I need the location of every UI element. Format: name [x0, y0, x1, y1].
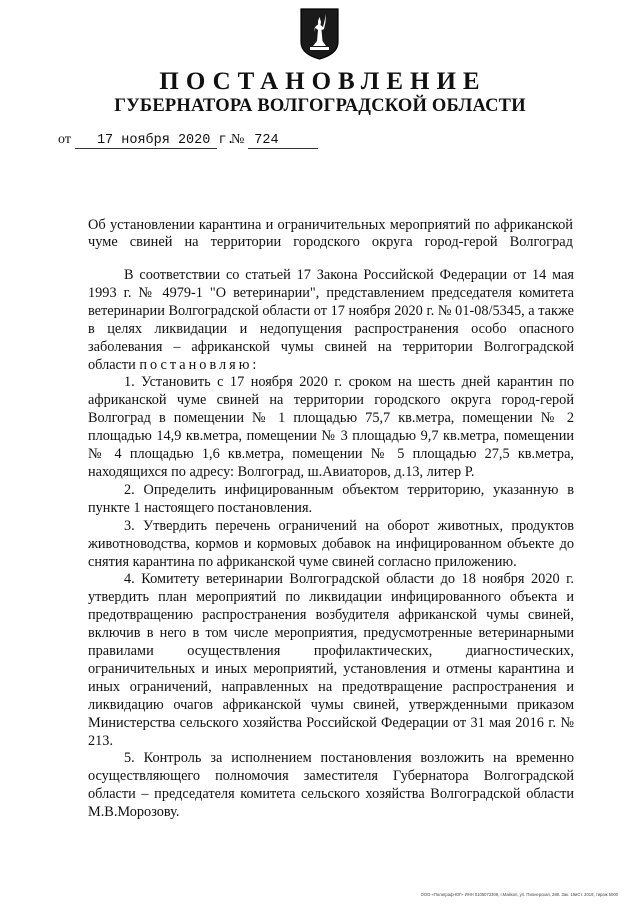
decree-item-4: 4. Комитету ветеринарии Волгоградской области до 18 ноября 2020 г. утвердить план мероприятий по ликвидации инфицированного объекта и предотвращению распространения возбудителя африканской чумы свиней, включив в него в том числе мероприятия, предусмотренные ветеринарными правилами осуществления профилактических, диагностических, ограничительных и иных мероприятий, установления и отмены карантина и иных ограничений, направленных на предотвращение распространения и ликвидацию очагов африканской чумы свиней, утвержденными приказом Министерства сельского хозяйства Российской Федерации от 31 мая 2016 г. № 213.: [88, 571, 574, 749]
document-body: [88, 267, 574, 822]
decree-item-5: 5. Контроль за исполнением постановления возложить на временно осуществляющего полномочия заместителя Губернатора Волгоградской области – председателя комитета сельского хозяйства Волгоградской области М.В.Морозову.: [88, 750, 574, 821]
subject-line-1: Об установлении карантина и ограничительных мероприятий по африканской: [88, 217, 573, 233]
document-title: ПОСТАНОВЛЕНИЕ: [159, 68, 487, 95]
number-label: №: [230, 132, 245, 147]
document-subject: [88, 217, 573, 251]
decree-item-1: 1. Установить с 17 ноября 2020 г. сроком на шесть дней карантин по африканской чуме свиней на территории городского округа город-герой Волгоград в помещении № 1 площадью 75,7 кв.метра, помещении № 2 площадью 14,9 кв.метра, помещении № 3 площадью 9,7 кв.метра, помещении № 4 площадью 1,6 кв.метра, помещении № 5 площадью 27,5 кв.метра, находящихся по адресу: Волгоград, ш.Авиаторов, д.13, литер Р.: [88, 374, 574, 480]
preamble-paragraph: [88, 267, 574, 374]
print-footer: ООО «Полиграф-ЮГ» ИНН 0105072309, г.Майкоп, ул. Пионерская, 288. Зак. 19иСт. 2019, тираж 5000: [420, 892, 618, 897]
preamble-text: В соответствии со статьей 17 Закона Российской Федерации от 14 мая 1993 г. № 4979-1 "О ветеринарии", представлением председателя комитета ветеринарии Волгоградской области от 17 ноября 2020 г. № 01-08/5345, а также в целях ликвидации и недопущения распространения особо опасного заболевания – африканской чумы свиней на территории Волгоградской области: [88, 267, 574, 373]
document-date: 17 ноября 2020 г.: [75, 133, 217, 149]
subject-line-2: чуме свиней на территории городского округа город-герой Волгоград: [88, 234, 573, 250]
decree-item-3: 3. Утвердить перечень ограничений на оборот животных, продуктов животноводства, кормов и кормовых добавок на инфицированном объекте до снятия карантина по африканской чуме свиней согласно приложению.: [88, 517, 574, 570]
document-subtitle: ГУБЕРНАТОРА ВОЛГОГРАДСКОЙ ОБЛАСТИ: [114, 96, 526, 116]
date-label: от: [58, 132, 71, 147]
document-number: 724: [248, 133, 318, 149]
date-number-row: [58, 131, 318, 149]
decree-word: постановляю:: [139, 356, 260, 373]
decree-item-2: 2. Определить инфицированным объектом территорию, указанную в пункте 1 настоящего постановления.: [88, 481, 574, 516]
volgograd-emblem-icon: [300, 8, 339, 60]
